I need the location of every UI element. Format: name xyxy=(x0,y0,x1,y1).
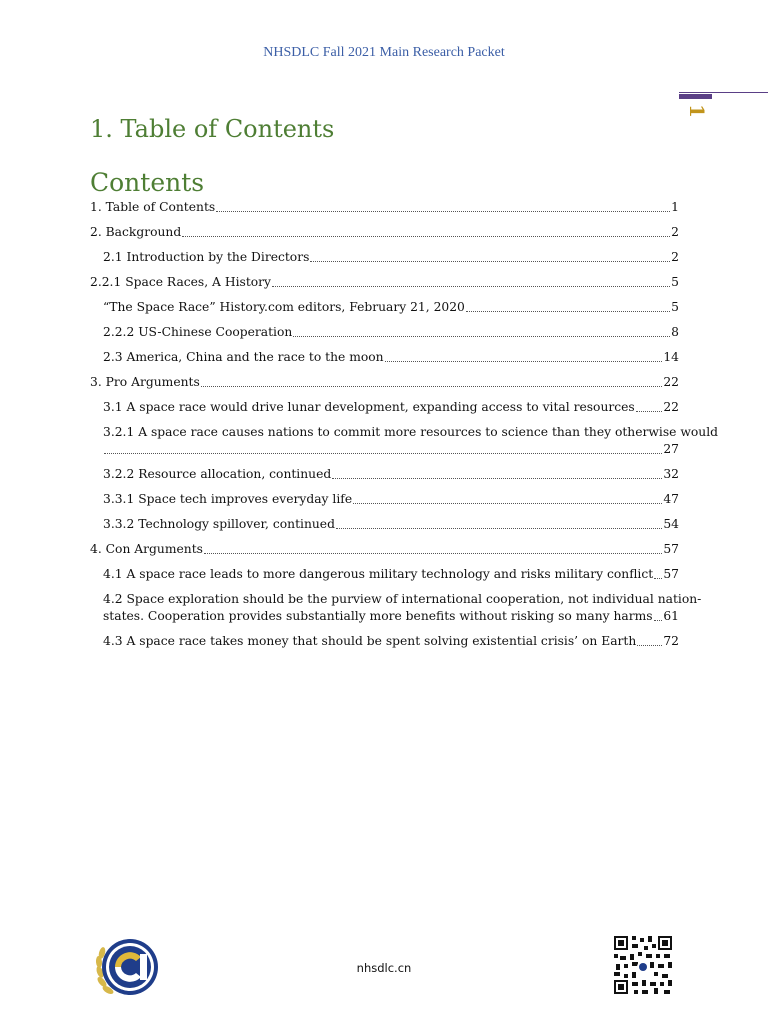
toc-entry-page: 5 xyxy=(671,300,679,314)
toc-leader xyxy=(104,453,662,454)
toc-entry-page: 22 xyxy=(663,400,679,414)
toc-entry-text: “The Space Race” History.com editors, February 21, 2020 xyxy=(103,300,465,314)
running-header: NHSDLC Fall 2021 Main Research Packet xyxy=(263,45,505,60)
toc-entry-text: 2.2.2 US-Chinese Cooperation xyxy=(103,325,293,339)
toc-entry-page: 27 xyxy=(663,442,679,456)
toc-entry[interactable] xyxy=(90,224,679,241)
toc-entry-page: 57 xyxy=(663,567,679,581)
toc-leader xyxy=(385,361,663,362)
toc-entry[interactable] xyxy=(90,274,679,291)
toc-leader xyxy=(636,411,663,412)
toc-leader xyxy=(310,261,670,262)
toc-entry-page: 8 xyxy=(671,325,679,339)
toc-entry[interactable] xyxy=(90,299,679,316)
toc-leader xyxy=(466,311,670,312)
toc-leader xyxy=(332,478,662,479)
toc-leader xyxy=(336,528,662,529)
toc-entry[interactable] xyxy=(90,491,679,508)
page-marker-bar xyxy=(679,94,712,99)
toc-entry-page: 61 xyxy=(663,609,679,623)
toc-entry[interactable] xyxy=(90,466,679,483)
toc-entry[interactable] xyxy=(90,516,679,533)
toc-entry-text: 4.1 A space race leads to more dangerous military technology and risks military conflict xyxy=(103,567,654,581)
toc-leader xyxy=(201,386,663,387)
contents-heading: Contents xyxy=(90,168,205,197)
toc-entry[interactable] xyxy=(90,633,679,650)
toc-entry-page: 57 xyxy=(663,542,679,556)
toc-leader xyxy=(216,211,670,212)
toc-entry-text: 3. Pro Arguments xyxy=(90,375,200,389)
toc-entry-text: states. Cooperation provides substantially more benefits without risking so many harms xyxy=(103,609,653,623)
toc-entry-text: 3.2.1 A space race causes nations to commit more resources to science than they otherwise would xyxy=(103,425,718,439)
toc-entry[interactable] xyxy=(90,424,718,458)
section-heading: 1. Table of Contents xyxy=(90,115,335,143)
toc-entry[interactable] xyxy=(90,566,679,583)
table-of-contents xyxy=(90,199,718,658)
toc-entry[interactable] xyxy=(90,324,679,341)
toc-entry[interactable] xyxy=(90,399,679,416)
toc-entry-text: 4. Con Arguments xyxy=(90,542,203,556)
toc-entry-page: 32 xyxy=(663,467,679,481)
toc-entry[interactable] xyxy=(90,349,679,366)
toc-entry-text: 2.2.1 Space Races, A History xyxy=(90,275,271,289)
toc-leader xyxy=(182,236,670,237)
toc-entry[interactable] xyxy=(90,541,679,558)
toc-entry-page: 47 xyxy=(663,492,679,506)
toc-entry-page: 5 xyxy=(671,275,679,289)
toc-entry-text: 3.3.2 Technology spillover, continued xyxy=(103,517,335,531)
toc-leader xyxy=(204,553,662,554)
toc-entry-page: 14 xyxy=(663,350,679,364)
toc-leader xyxy=(654,578,662,579)
toc-entry[interactable] xyxy=(90,591,702,625)
qr-code-icon xyxy=(612,934,674,996)
toc-leader xyxy=(637,645,662,646)
toc-leader xyxy=(654,620,663,621)
toc-entry-text: 3.2.2 Resource allocation, continued xyxy=(103,467,332,481)
toc-entry-page: 22 xyxy=(663,375,679,389)
toc-entry-page: 72 xyxy=(663,634,679,648)
toc-entry-text: 2.1 Introduction by the Directors xyxy=(103,250,310,264)
toc-entry-page: 1 xyxy=(671,200,679,214)
toc-entry[interactable] xyxy=(90,199,679,216)
toc-entry[interactable] xyxy=(90,374,679,391)
toc-leader xyxy=(293,336,670,337)
toc-entry-page: 2 xyxy=(671,225,679,239)
page-number: 1 xyxy=(685,104,709,118)
toc-entry-text: 3.1 A space race would drive lunar development, expanding access to vital resources xyxy=(103,400,635,414)
toc-entry-text: 2.3 America, China and the race to the moon xyxy=(103,350,384,364)
toc-entry-text: 3.3.1 Space tech improves everyday life xyxy=(103,492,353,506)
toc-entry-text: 1. Table of Contents xyxy=(90,200,216,214)
footer-url[interactable]: nhsdlc.cn xyxy=(356,961,412,975)
toc-leader xyxy=(353,503,662,504)
toc-entry-text: 4.3 A space race takes money that should be spent solving existential crisis’ on Earth xyxy=(103,634,637,648)
toc-entry-text: 2. Background xyxy=(90,225,182,239)
page-marker-line xyxy=(679,92,768,93)
toc-entry[interactable] xyxy=(90,249,679,266)
toc-leader xyxy=(272,286,670,287)
toc-entry-page: 2 xyxy=(671,250,679,264)
toc-entry-page: 54 xyxy=(663,517,679,531)
toc-entry-text: 4.2 Space exploration should be the purview of international cooperation, not individual nation- xyxy=(103,592,702,606)
